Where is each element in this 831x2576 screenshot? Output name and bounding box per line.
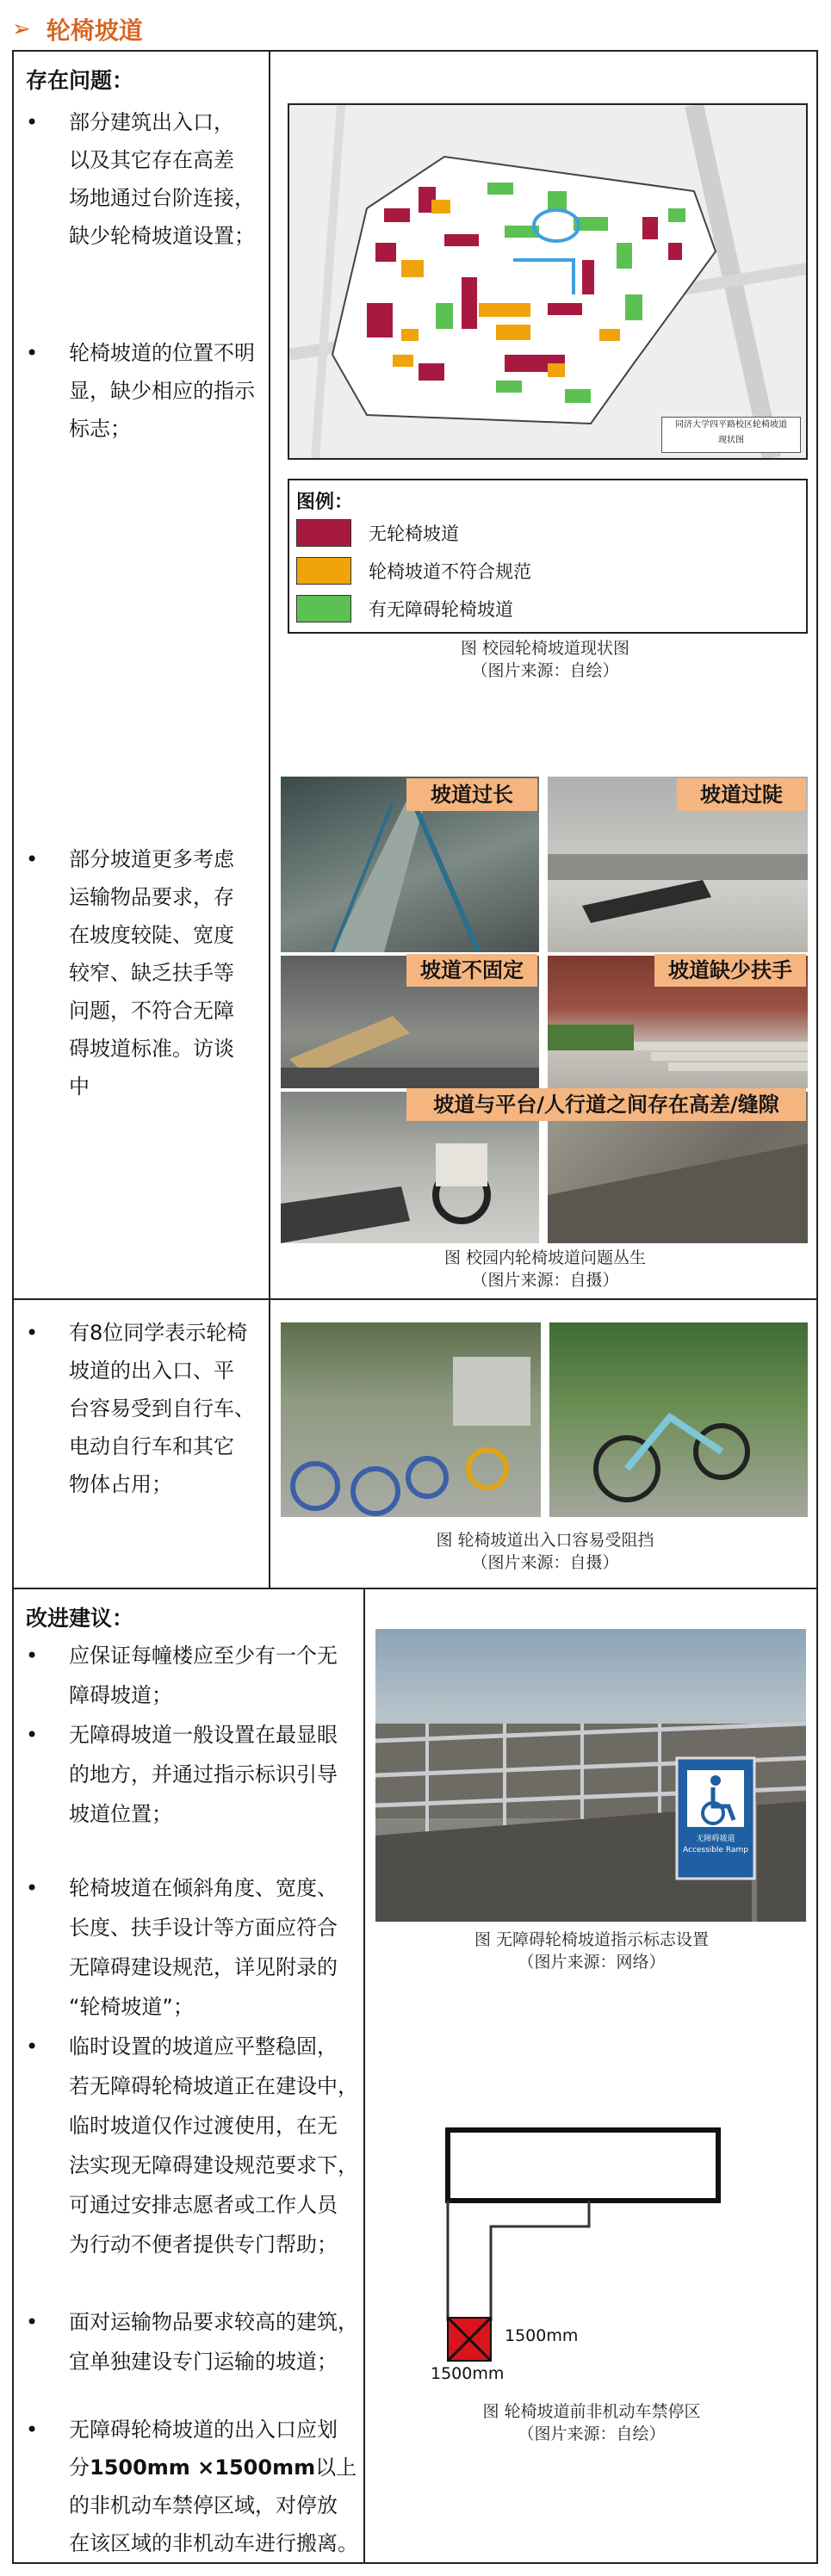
legend-item-no-ramp: 无轮椅坡道	[296, 514, 806, 552]
photo-accessible-sign	[375, 1629, 806, 1922]
section-title: 轮椅坡道	[46, 16, 143, 45]
suggestion-bullet-4: • 临时设置的坡道应平整稳固， 若无障碍轮椅坡道正在建设中， 临时坡道仅作过渡使用，在无 法实现无障碍建设规范要求下， 可通过安排志愿者或工作人员 为行动不便者提供专门帮助；	[26, 2034, 358, 2257]
dim-label-right: 1500mm	[505, 2326, 579, 2345]
problem-bullet-1: • 部分建筑出入口， 以及其它存在高差 场地通过台阶连接， 缺少轮椅坡道设置；	[26, 110, 255, 248]
map-graphic	[289, 105, 806, 458]
label-ramp-gap: 坡道与平台/人行道之间存在高差/缝隙	[406, 1088, 806, 1121]
map-legend	[288, 479, 808, 634]
sign-caption: 图 无障碍轮椅坡道指示标志设置 （图片来源：网络）	[474, 1930, 710, 1972]
section-header	[12, 10, 143, 48]
map-caption: 图 校园轮椅坡道现状图 （图片来源：自绘）	[460, 639, 630, 680]
no-parking-diagram	[431, 2123, 741, 2381]
problems-cell	[26, 64, 264, 255]
orange-swatch-icon	[296, 557, 351, 585]
suggestion-bullet-3: • 轮椅坡道在倾斜角度、宽度、 长度、扶手设计等方面应符合 无障碍建设规范，详见附录的 “轮椅坡道”；	[26, 1876, 338, 2019]
green-swatch-icon	[296, 595, 351, 622]
legend-item-nonstandard: 轮椅坡道不符合规范	[296, 552, 806, 590]
legend-title: 图例：	[296, 492, 354, 513]
suggestion-bullet-2: • 无障碍坡道一般设置在最显眼 的地方，并通过指示标识引导 坡道位置；	[26, 1723, 338, 1826]
sign-text: 无障碍坡道 Accessible Ramp	[683, 1835, 748, 1855]
problem-bullet-3: • 部分坡道更多考虑 运输物品要求，存 在坡度较陡、宽度 较窄、缺乏扶手等 问题，不符合无障 碍坡道标准。访谈 中	[26, 847, 234, 1099]
problems-cell-2	[26, 334, 264, 448]
suggestion-bullet-1: • 应保证每幢楼应至少有一个无 障碍坡道；	[26, 1644, 338, 1707]
label-ramp-too-long: 坡道过长	[406, 778, 537, 811]
blocked-caption: 图 轮椅坡道出入口容易受阻挡 （图片来源：自摄）	[436, 1531, 654, 1572]
label-ramp-no-handrail: 坡道缺少扶手	[654, 954, 806, 987]
label-ramp-unfixed: 坡道不固定	[406, 954, 537, 987]
table-divider-h2	[12, 1588, 818, 1589]
campus-ramp-map	[288, 103, 808, 460]
photo-blocked-bikes-2	[549, 1322, 808, 1517]
table-divider-v1	[269, 50, 270, 1589]
dim-label-bottom: 1500mm	[431, 2364, 505, 2383]
photo-blocked-bikes-1	[281, 1322, 541, 1517]
suggestion-group-2	[26, 1868, 360, 2264]
problem-bullet-2: • 轮椅坡道的位置不明 显，缺少相应的指示 标志；	[26, 341, 255, 441]
legend-item-accessible: 有无障碍轮椅坡道	[296, 590, 806, 628]
suggestion-bullet-5: • 面对运输物品要求较高的建筑， 宜单独建设专门运输的坡道；	[26, 2310, 358, 2374]
suggestion-bullet-6: • 无障碍轮椅坡道的出入口应划 分1500mm ×1500mm以上 的非机动车禁停区域，对停放 在该区域的非机动车进行搬离。	[26, 2418, 358, 2555]
map-inset-label: 同济大学四平路校区轮椅坡道 现状图	[661, 417, 801, 453]
suggestions-title: 改进建议：	[26, 1606, 134, 1631]
ramp-photos-caption: 图 校园内轮椅坡道问题丛生 （图片来源：自摄）	[443, 1248, 647, 1290]
problems-cell-4	[26, 1314, 264, 1503]
problems-title: 存在问题：	[26, 68, 134, 93]
red-swatch-icon	[296, 519, 351, 547]
suggestion-group-3	[26, 2302, 360, 2381]
label-ramp-too-steep: 坡道过陡	[677, 778, 806, 811]
suggestion-group-1	[26, 1636, 360, 1834]
table-divider-h1	[12, 1298, 818, 1300]
diagram-caption: 图 轮椅坡道前非机动车禁停区 （图片来源：自绘）	[482, 2402, 701, 2443]
problems-cell-3	[26, 840, 264, 1105]
problem-bullet-4: • 有8位同学表示轮椅 坡道的出入口、平 台容易受到自行车、 电动自行车和其它 物体占用；	[26, 1321, 255, 1496]
arrow-icon: ➢	[12, 16, 31, 42]
suggestion-group-4	[26, 2411, 360, 2562]
